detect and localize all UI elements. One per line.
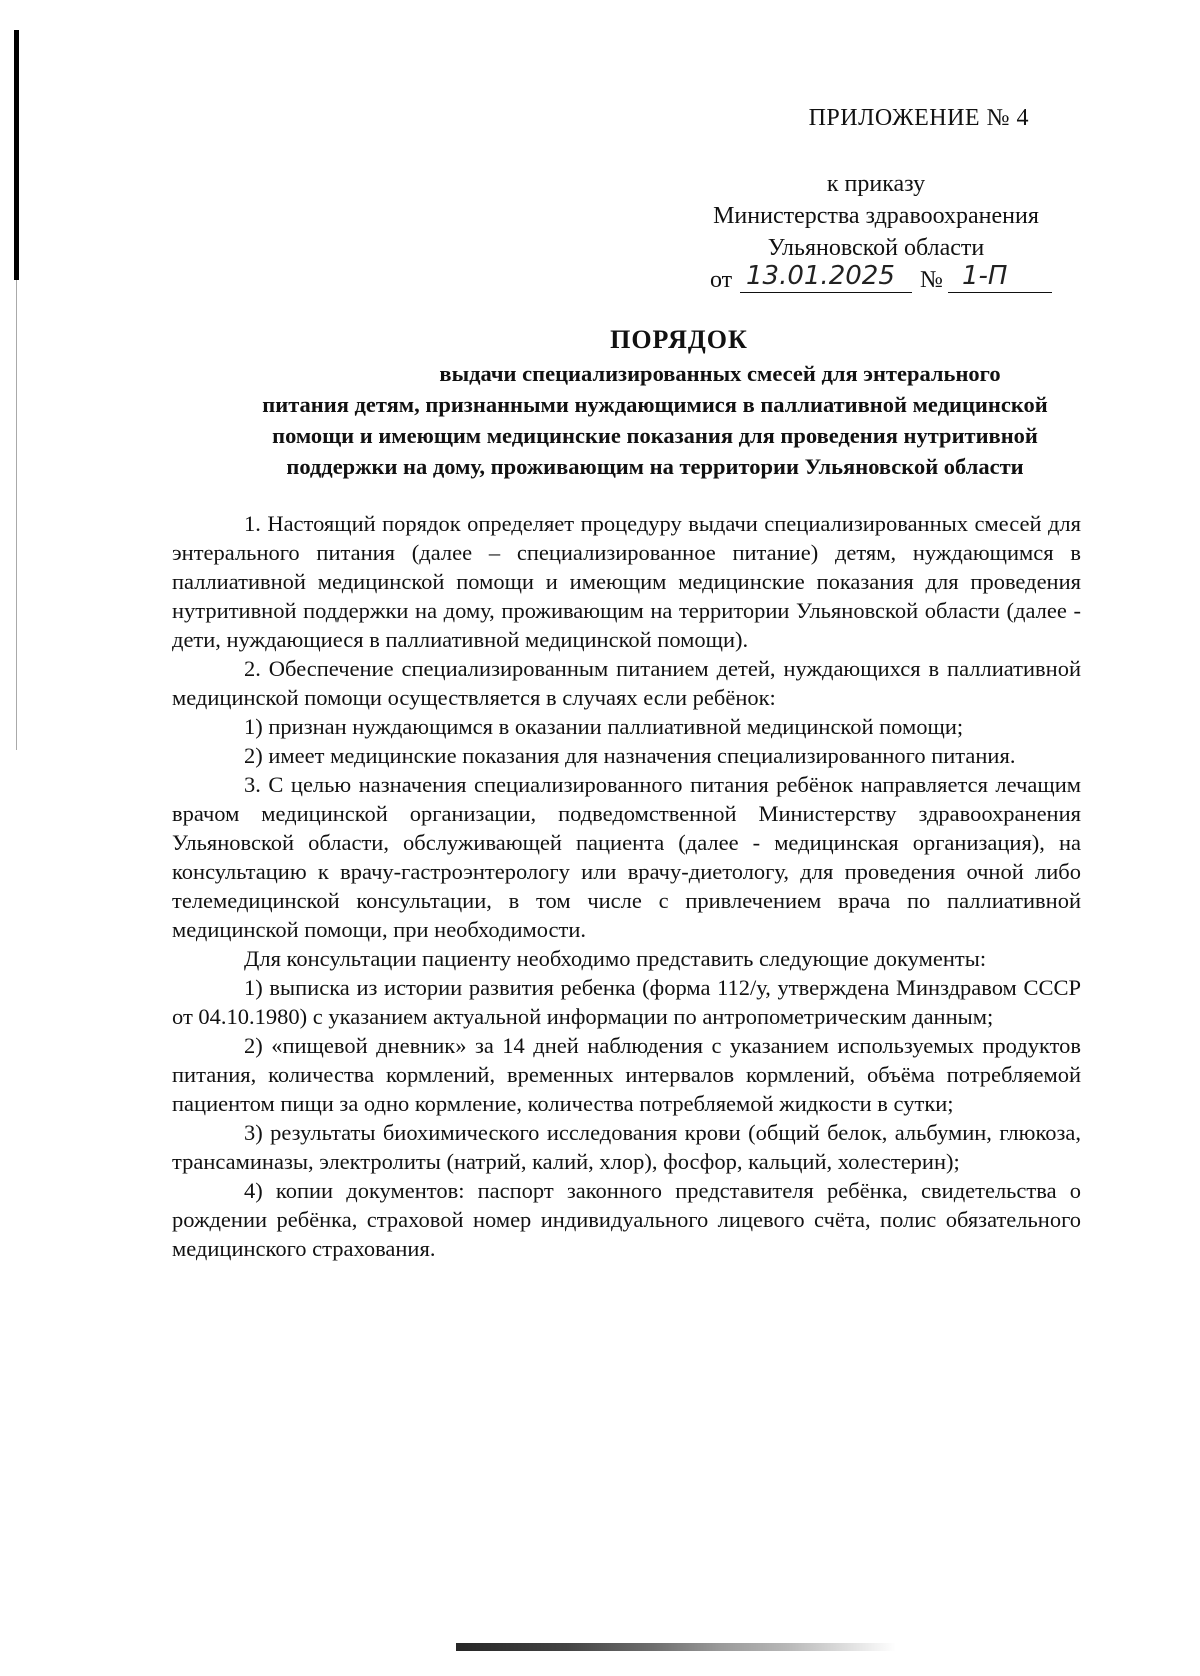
date-underline bbox=[740, 292, 912, 293]
paragraph: 2. Обеспечение специализированным питанием детей, нуждающихся в паллиативной медицинской помощи осуществляется в случаях если ребёнок: bbox=[172, 656, 1081, 710]
number-prefix: № bbox=[920, 267, 943, 293]
handwritten-number: 1-П bbox=[962, 261, 1008, 291]
subtitle-line: питания детям, признанными нуждающимися в паллиативной медицинской bbox=[262, 392, 1048, 417]
paragraph: 3. С целью назначения специализированного питания ребёнок направляется лечащим врачом медицинской организации, подведомственной Министерству здравоохранения Ульяновской области, обслуживающей пациента (далее - медицинская организация), на консультацию к врачу-гастроэнтерологу или врачу-диетологу, для проведения очной либо телемедицинской консультации, в том числе с привлечением врача по паллиативной медицинской помощи, при необходимости. bbox=[172, 772, 1081, 942]
appendix-label: ПРИЛОЖЕНИЕ № 4 bbox=[808, 105, 1029, 131]
number-underline bbox=[948, 292, 1052, 293]
scan-artifact bbox=[456, 1643, 896, 1651]
paragraph: 1. Настоящий порядок определяет процедуру выдачи специализированных смесей для энтерального питания (далее – специализированное питание) детям, нуждающимся в паллиативной медицинской помощи и имеющим медицинские показания для проведения нутритивной поддержки на дому, проживающим на территории Ульяновской области (далее - дети, нуждающиеся в паллиативной медицинской помощи). bbox=[172, 511, 1081, 652]
document-subtitle bbox=[175, 358, 1135, 482]
subtitle-line: выдачи специализированных смесей для энтерального bbox=[439, 361, 1001, 386]
ministry-label: Министерства здравоохранения bbox=[713, 203, 1039, 229]
list-item: 4) копии документов: паспорт законного представителя ребёнка, свидетельства о рождении ребёнка, страховой номер индивидуального лицевого счёта, полис обязательного медицинского страхования. bbox=[172, 1178, 1081, 1261]
handwritten-date: 13.01.2025 bbox=[746, 261, 895, 291]
date-prefix: от bbox=[710, 267, 733, 293]
to-order-label: к приказу bbox=[826, 171, 926, 197]
document-title: ПОРЯДОК bbox=[610, 325, 748, 354]
list-item: 2) имеет медицинские показания для назначения специализированного питания. bbox=[244, 743, 1016, 768]
paragraph: Для консультации пациенту необходимо представить следующие документы: bbox=[244, 946, 987, 971]
list-item: 2) «пищевой дневник» за 14 дней наблюдения с указанием используемых продуктов питания, количества кормлений, временных интервалов кормлений, объёма потребляемой пациентом пищи за одно кормление, количества потребляемой жидкости в сутки; bbox=[172, 1033, 1081, 1116]
list-item: 3) результаты биохимического исследования крови (общий белок, альбумин, глюкоза, трансаминазы, электролиты (натрий, калий, хлор), фосфор, кальций, холестерин); bbox=[172, 1120, 1081, 1174]
list-item: 1) выписка из истории развития ребенка (форма 112/у, утверждена Минздравом СССР от 04.10.1980) с указанием актуальной информации по антропометрическим данным; bbox=[172, 975, 1081, 1029]
document-body bbox=[172, 509, 1081, 1263]
order-date-number-line bbox=[680, 261, 1072, 296]
subtitle-line: помощи и имеющим медицинские показания для проведения нутритивной bbox=[272, 423, 1038, 448]
order-reference bbox=[0, 168, 1072, 296]
subtitle-line: поддержки на дому, проживающим на территории Ульяновской области bbox=[286, 454, 1024, 479]
region-label: Ульяновской области bbox=[767, 235, 985, 261]
list-item: 1) признан нуждающимся в оказании паллиативной медицинской помощи; bbox=[244, 714, 964, 739]
